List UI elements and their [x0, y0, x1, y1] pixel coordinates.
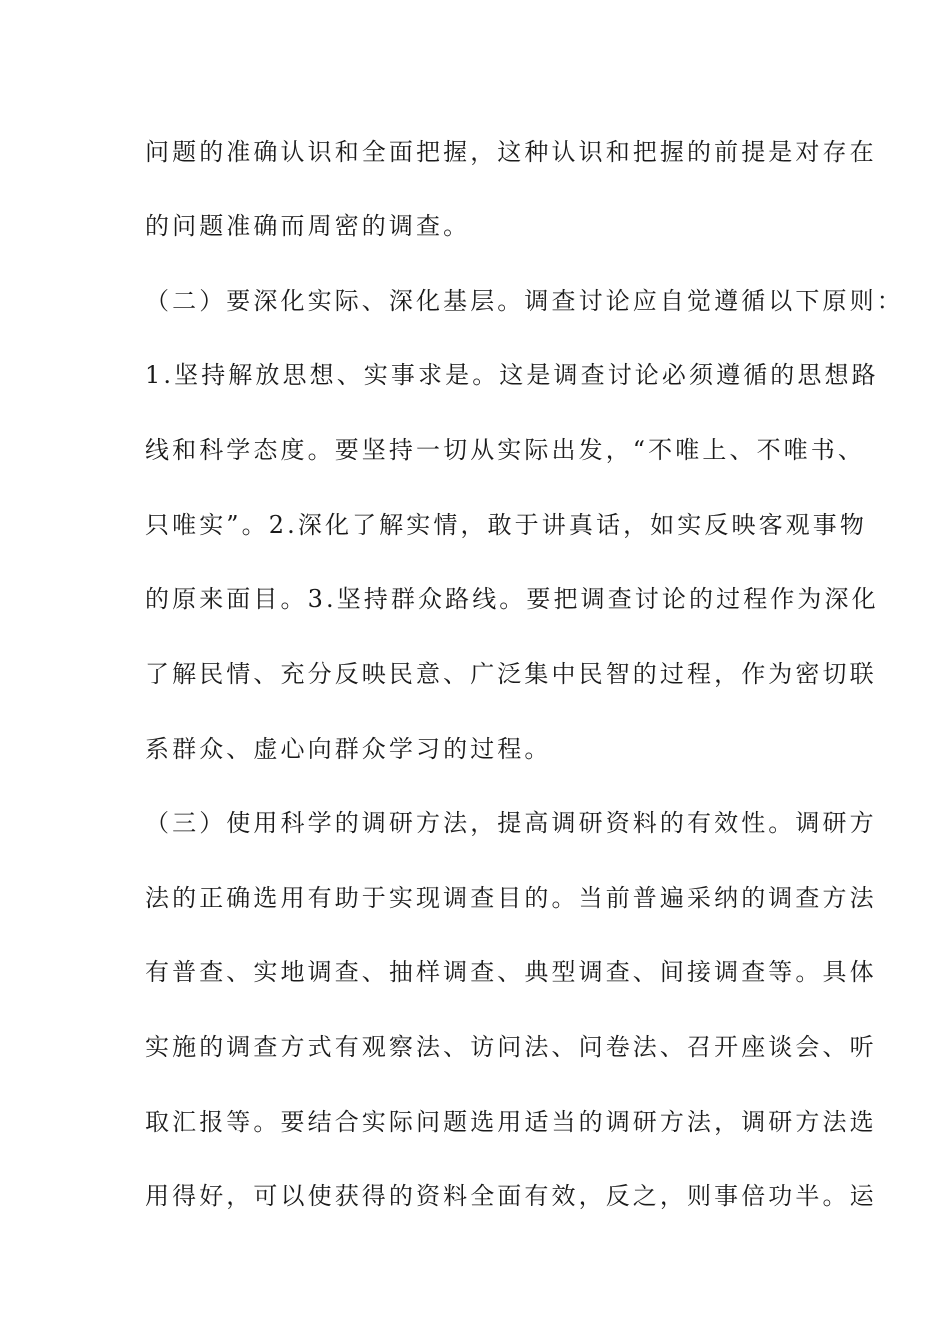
text-line: （三）使用科学的调研方法，提高调研资料的有效性。调研方 [145, 809, 877, 837]
text-line: 问题的准确认识和全面把握，这种认识和把握的前提是对存在 [145, 138, 877, 166]
text-line: 的问题准确而周密的调查。 [145, 212, 471, 240]
text-line: 取汇报等。要结合实际问题选用适当的调研方法，调研方法选 [145, 1108, 877, 1136]
text-line: （二）要深化实际、深化基层。调查讨论应自觉遵循以下原则： [145, 287, 904, 315]
text-line: 只唯实”。2.深化了解实情，敢于讲真话，如实反映客观事物 [145, 511, 867, 539]
text-line: 1.坚持解放思想、实事求是。这是调查讨论必须遵循的思想路 [145, 361, 879, 389]
text-line: 的原来面目。3.坚持群众路线。要把调查讨论的过程作为深化 [145, 585, 879, 613]
text-line: 了解民情、充分反映民意、广泛集中民智的过程，作为密切联 [145, 660, 877, 688]
text-line: 有普查、实地调查、抽样调查、典型调查、间接调查等。具体 [145, 958, 877, 986]
text-line: 法的正确选用有助于实现调查目的。当前普遍采纳的调查方法 [145, 884, 877, 912]
text-line: 系群众、虚心向群众学习的过程。 [145, 735, 552, 763]
text-line: 线和科学态度。要坚持一切从实际出发，“不唯上、不唯书、 [145, 436, 865, 464]
text-line: 用得好，可以使获得的资料全面有效，反之，则事倍功半。运 [145, 1182, 877, 1210]
text-line: 实施的调查方式有观察法、访问法、问卷法、召开座谈会、听 [145, 1033, 877, 1061]
